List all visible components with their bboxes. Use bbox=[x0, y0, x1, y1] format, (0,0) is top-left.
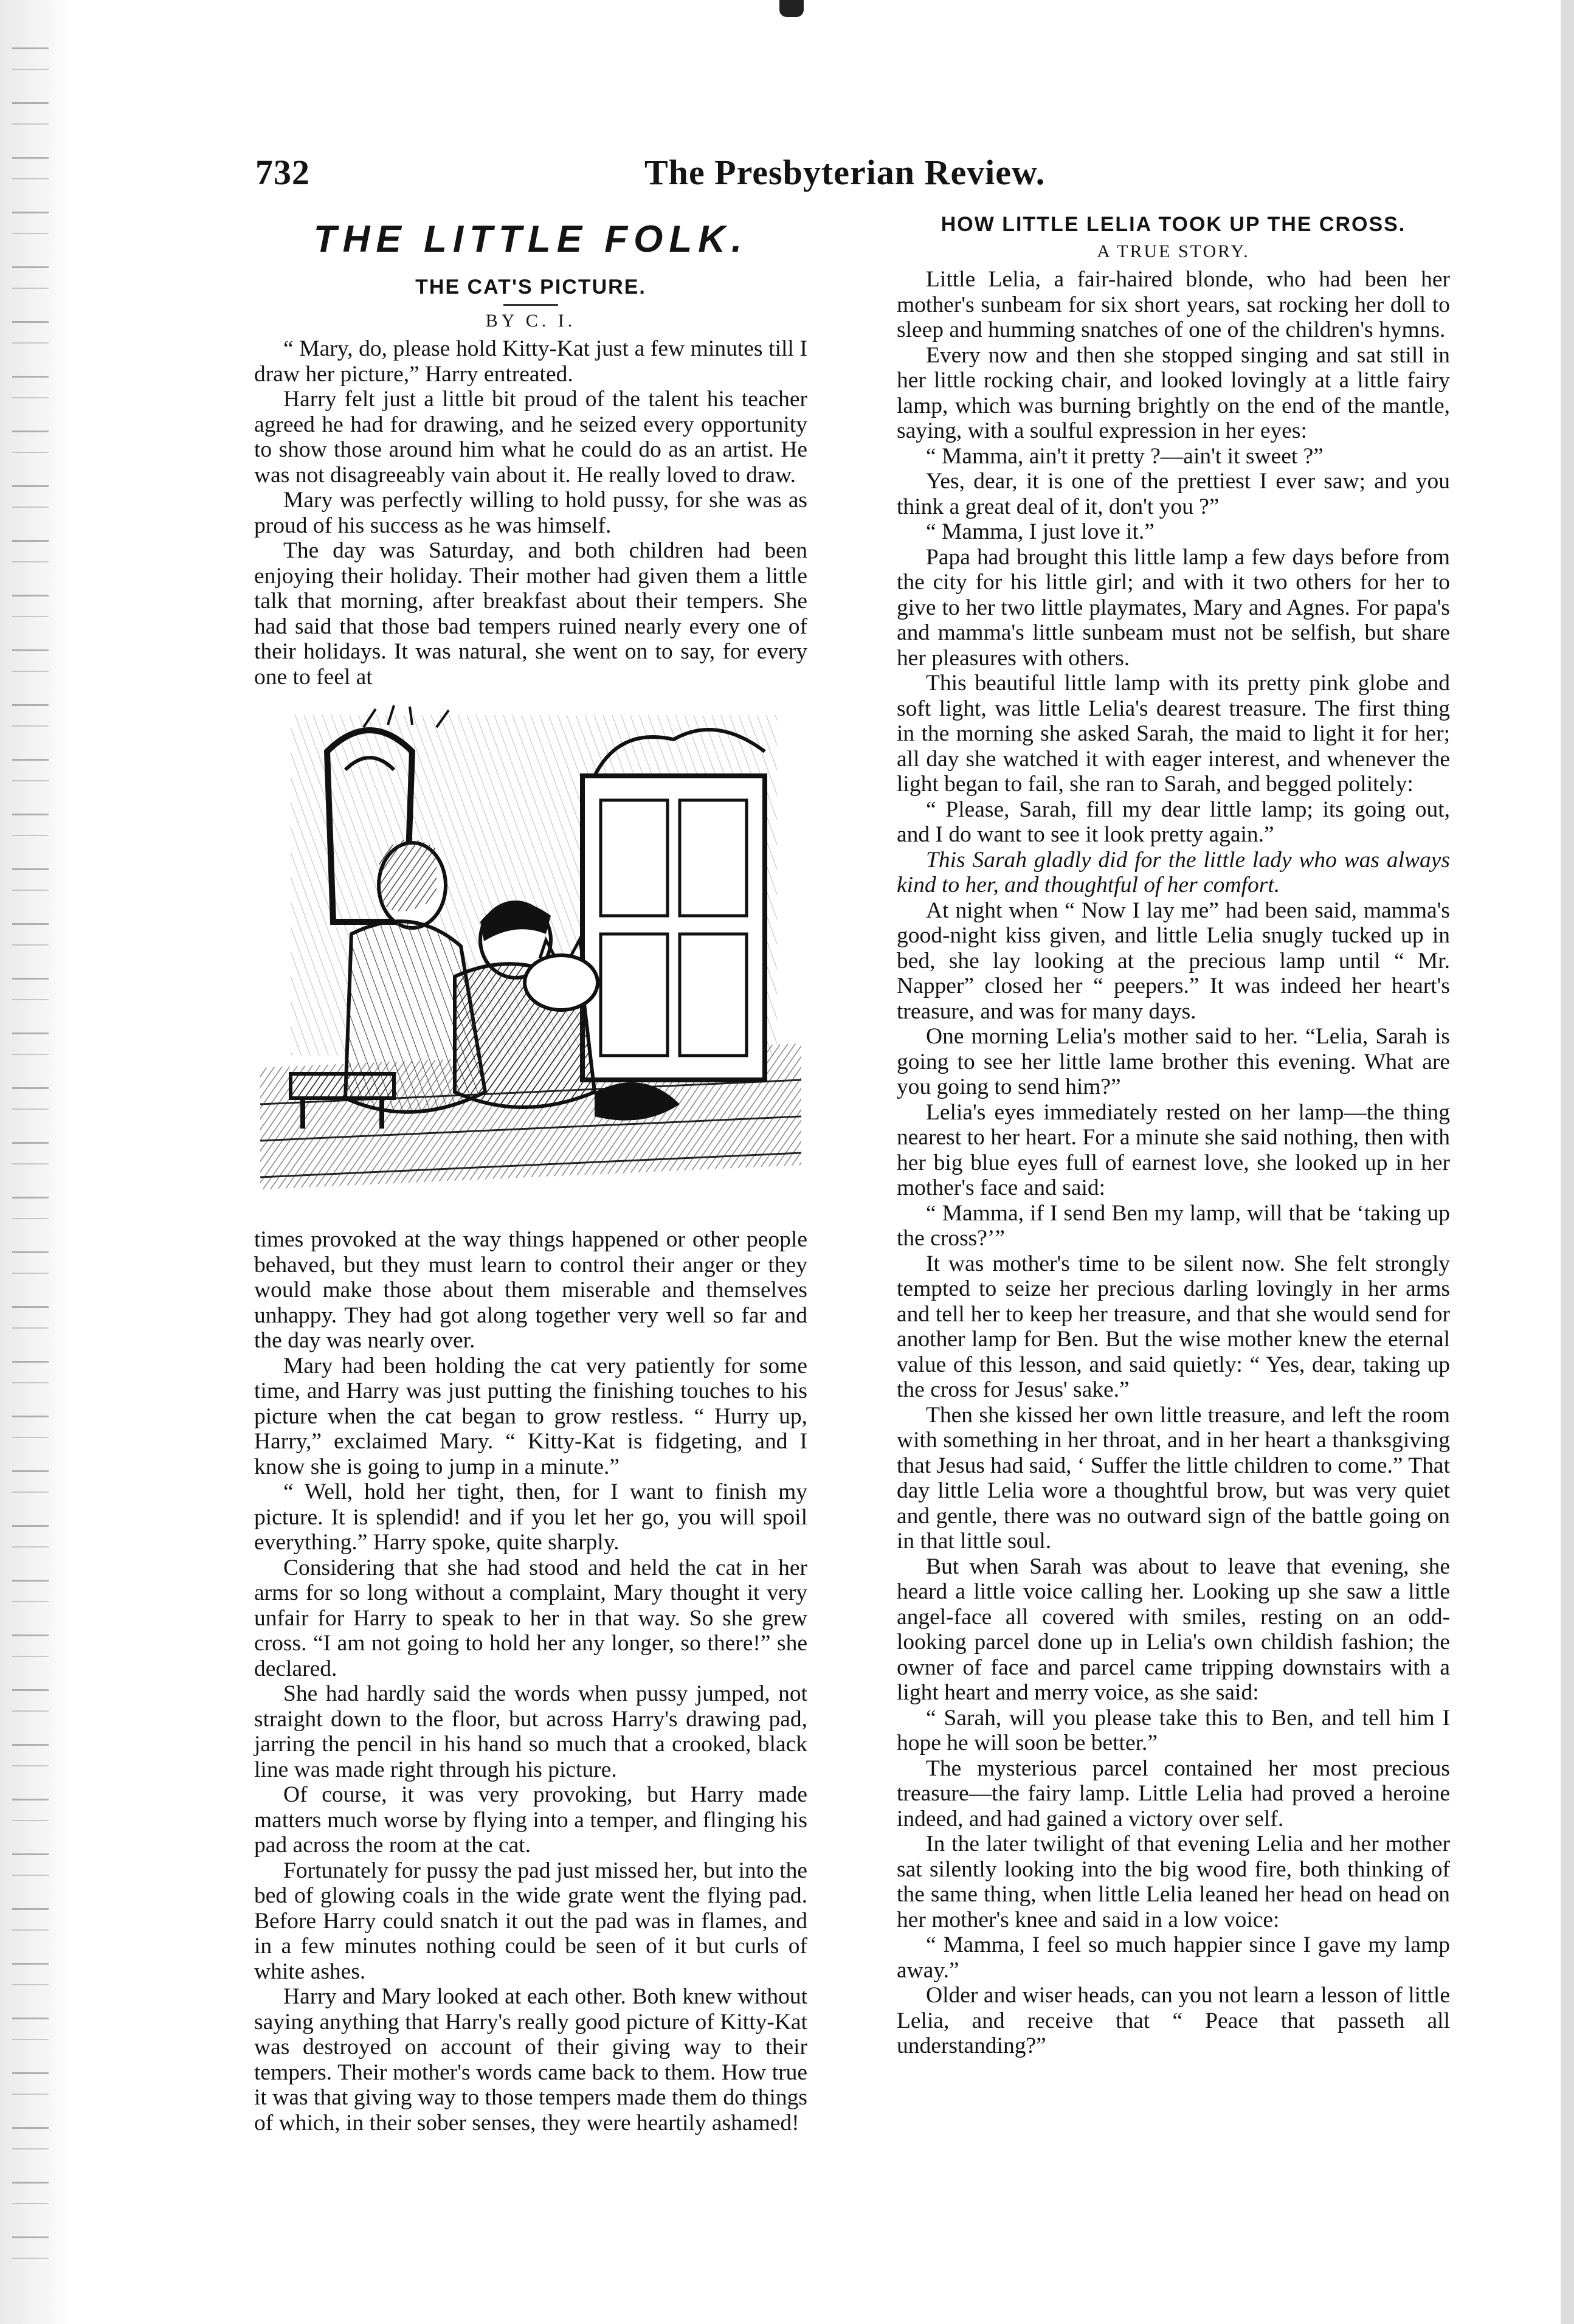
paragraph: Mary had been holding the cat very patiently for some time, and Harry was just putting the finishing touches to his picture when the cat began to grow restless. “ Hurry up, Harry,” exclaimed Mary. “ Kitty-Kat is fidgeting, and I know she is going to jump in a minute.” bbox=[254, 1353, 807, 1479]
paragraph: Lelia's eyes immediately rested on her lamp—the thing nearest to her heart. For a minute she said nothing, then with her big blue eyes full of earnest love, she looked up in her mother's face and said: bbox=[897, 1099, 1450, 1200]
engraving-children-with-cat bbox=[254, 703, 807, 1214]
paragraph: Older and wiser heads, can you not learn a lesson of little Lelia, and receive that “ Peace that passeth all understanding?” bbox=[897, 1983, 1450, 2058]
paragraph: “ Mamma, ain't it pretty ?—ain't it sweet ?” bbox=[926, 443, 1324, 469]
paragraph: “ Mary, do, please hold Kitty-Kat just a few minutes till I draw her picture,” Harry entreated. bbox=[254, 336, 807, 387]
scanned-margin-edge bbox=[0, 0, 73, 2324]
paragraph: “ Mamma, I just love it.” bbox=[926, 519, 1155, 544]
left-column bbox=[254, 213, 807, 2136]
paragraph: Fortunately for pussy the pad just missed her, but into the bed of glowing coals in the wide grate went the flying pad. Before Harry could snatch it out the pad was in flames, and in a few minutes nothing could be seen of it but curls of white ashes. bbox=[254, 1858, 807, 1984]
paragraph: “ Well, hold her tight, then, for I want to finish my picture. It is splendid! and if you let her go, you will spoil everything.” Harry spoke, quite sharply. bbox=[254, 1479, 807, 1555]
paragraph: The mysterious parcel contained her most precious treasure—the fairy lamp. Little Lelia had proved a heroine indeed, and had gained a victory over self. bbox=[897, 1755, 1450, 1831]
paragraph: This beautiful little lamp with its pretty pink globe and soft light, was little Lelia's dearest treasure. The first thing in the morning she asked Sarah, the maid to light it for her; all day she watched it with eager interest, and whenever the light began to fail, she ran to Sarah, and begged politely: bbox=[897, 671, 1450, 797]
page-header bbox=[255, 152, 1143, 201]
right-column bbox=[897, 213, 1450, 2059]
paragraph: times provoked at the way things happened or other people behaved, but they must learn to control their anger or they would make those about them miserable and themselves unhappy. They had got along together very well so far and the day was nearly over. bbox=[254, 1227, 807, 1353]
story-title-lelia: HOW LITTLE LELIA TOOK UP THE CROSS. bbox=[941, 213, 1406, 236]
paragraph: “ Mamma, if I send Ben my lamp, will that be ‘taking up the cross?’” bbox=[897, 1200, 1450, 1251]
section-title: THE LITTLE FOLK. bbox=[313, 218, 748, 260]
paragraph: Every now and then she stopped singing and sat still in her little rocking chair, and looked lovingly at a little fairy lamp, which was burning brightly on the end of the mantle, saying, with a soulful expression in her eyes: bbox=[897, 342, 1450, 443]
title-rule bbox=[503, 304, 558, 306]
page-number: 732 bbox=[255, 153, 310, 192]
story-subtitle: A TRUE STORY. bbox=[1097, 241, 1250, 261]
paragraph: This Sarah gladly did for the little lady who was always kind to her, and thoughtful of her comfort. bbox=[897, 847, 1450, 897]
paragraph: “ Sarah, will you please take this to Ben, and tell him I hope he will soon be better.” bbox=[897, 1705, 1450, 1755]
paragraph: In the later twilight of that evening Lelia and her mother sat silently looking into the big wood fire, both thinking of the same thing, when little Lelia leaned her head on head on her mother's knee and said in a low voice: bbox=[897, 1831, 1450, 1932]
paragraph: But when Sarah was about to leave that evening, she heard a little voice calling her. Looking up she saw a little angel-face all covered with smiles, resting on an odd-looking parcel done up in Lelia's own childish fashion; the owner of face and parcel came tripping downstairs with a light heart and merry voice, as she said: bbox=[897, 1554, 1450, 1705]
margin-specks bbox=[12, 36, 49, 2286]
paragraph: One morning Lelia's mother said to her. “Lelia, Sarah is going to see her little lame brother this evening. What are you going to send him?” bbox=[897, 1024, 1450, 1099]
paragraph: At night when “ Now I lay me” had been said, mamma's good-night kiss given, and little Lelia snugly tucked up in bed, she lay looking at the precious lamp until “ Mr. Napper” closed her “ peepers.” It was indeed her heart's treasure, and was for many days. bbox=[897, 897, 1450, 1024]
paragraph: “ Mamma, I feel so much happier since I gave my lamp away.” bbox=[897, 1932, 1450, 1983]
paragraph: Harry and Mary looked at each other. Both knew without saying anything that Harry's really good picture of Kitty-Kat was destroyed on account of their giving way to their tempers. Their mother's words came back to them. How true it was that giving way to those tempers made them do things of which, in their sober senses, they were heartily ashamed! bbox=[254, 1984, 807, 2136]
paragraph: Papa had brought this little lamp a few days before from the city for his little girl; and with it two others for her to give to her two little playmates, Mary and Agnes. For papa's and mamma's little sunbeam must not be selfish, but share her pleasures with others. bbox=[897, 544, 1450, 671]
scan-mark bbox=[779, 0, 804, 17]
publication-title: The Presbyterian Review. bbox=[644, 153, 1046, 192]
scanned-right-edge bbox=[1561, 0, 1574, 2324]
story-title-cats-picture: THE CAT'S PICTURE. bbox=[415, 275, 646, 299]
paragraph: Of course, it was very provoking, but Harry made matters much worse by flying into a temper, and flinging his pad across the room at the cat. bbox=[254, 1782, 807, 1858]
paragraph: Considering that she had stood and held the cat in her arms for so long without a complaint, Mary thought it very unfair for Harry to speak to her in that way. So she grew cross. “I am not going to hold her any longer, so there!” she declared. bbox=[254, 1555, 807, 1681]
paragraph: Harry felt just a little bit proud of the talent his teacher agreed he had for drawing, and he seized every opportunity to show those around him what he could do as an artist. He was not disagreeably vain about it. He really loved to draw. bbox=[254, 387, 807, 488]
paragraph: Mary was perfectly willing to hold pussy, for she was as proud of his success as he was himself. bbox=[254, 488, 807, 538]
byline: BY C. I. bbox=[485, 311, 576, 331]
paragraph: She had hardly said the words when pussy jumped, not straight down to the floor, but across Harry's drawing pad, jarring the pencil in his hand so much that a crooked, black line was made right through his picture. bbox=[254, 1681, 807, 1782]
paragraph: It was mother's time to be silent now. She felt strongly tempted to seize her precious darling lovingly in her arms and tell her to keep her treasure, and that she would send for another lamp for Ben. But the wise mother knew the eternal value of this lesson, and said quietly: “ Yes, dear, taking up the cross for Jesus' sake.” bbox=[897, 1251, 1450, 1402]
paragraph: Yes, dear, it is one of the prettiest I ever saw; and you think a great deal of it, don't you ?” bbox=[897, 469, 1450, 519]
paragraph: Little Lelia, a fair-haired blonde, who had been her mother's sunbeam for six short years, sat rocking her doll to sleep and humming snatches of one of the children's hymns. bbox=[897, 267, 1450, 342]
paragraph: “ Please, Sarah, fill my dear little lamp; its going out, and I do want to see it look pretty again.” bbox=[897, 797, 1450, 847]
paragraph: Then she kissed her own little treasure, and left the room with something in her throat, and in her heart a thanksgiving that Jesus had said, ‘ Suffer the little children to come.” That day little Lelia wore a thoughtful brow, but was very quiet and gentle, there was no outward sign of the battle going on in that little soul. bbox=[897, 1402, 1450, 1554]
engraving-image bbox=[254, 703, 807, 1214]
paragraph: The day was Saturday, and both children had been enjoying their holiday. Their mother had given them a little talk that morning, after breakfast about their tempers. She had said that those bad tempers ruined nearly every one of their holidays. It was natural, she went on to say, for every one to feel at bbox=[254, 538, 807, 690]
